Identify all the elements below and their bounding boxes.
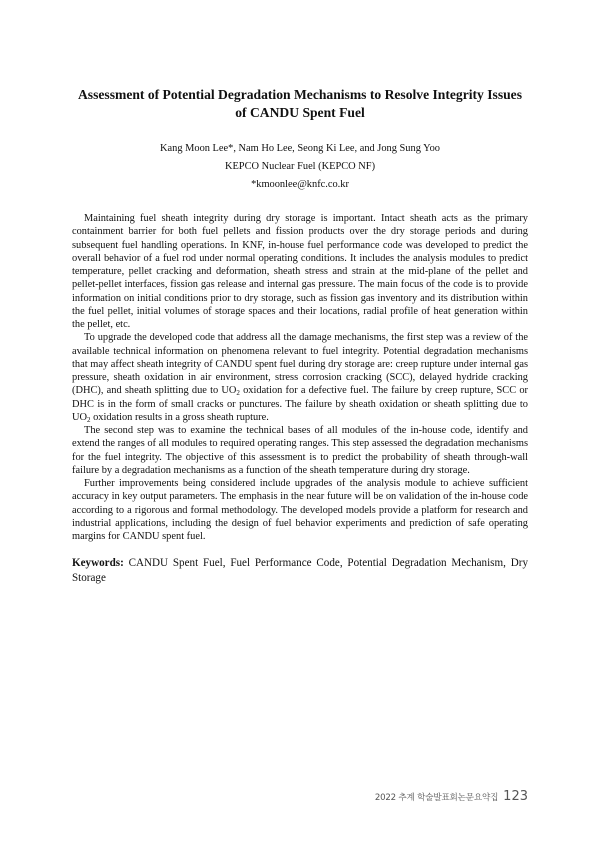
keywords-section: [72, 556, 528, 585]
subscript-2: 2: [236, 389, 240, 398]
keywords-text: CANDU Spent Fuel, Fuel Performance Code, Potential Degradation Mechanism, Dry Storage: [72, 557, 528, 584]
paper-title: [60, 86, 540, 122]
contact-email: *kmoonlee@knfc.co.kr: [251, 179, 349, 190]
paragraph-2-part-c: oxidation results in a gross sheath rupture.: [90, 411, 269, 423]
subscript-2: 2: [87, 415, 91, 424]
paragraph-4: Further improvements being considered include upgrades of the analysis module to achieve sufficient accuracy in key output parameters. The emphasis in the near future will be on validation of the in-house code according to a rigorous and formal methodology. The developed models provide a platform for research and industrial applications, including the design of fuel behavior experiments and prediction of safe operating margins for CANDU spent fuel.: [72, 478, 528, 542]
page-number: 123: [503, 789, 528, 804]
affiliation: KEPCO Nuclear Fuel (KEPCO NF): [224, 161, 376, 172]
title-line-2: of CANDU Spent Fuel: [235, 105, 365, 120]
author-list: Kang Moon Lee*, Nam Ho Lee, Seong Ki Lee, and Jong Sung Yoo: [160, 143, 440, 154]
paragraph-1: Maintaining fuel sheath integrity during dry storage is important. Intact sheath acts as the primary containment barrier for both fuel pellets and fission products over the dry storage periods and during subsequent fuel handling operations. In KNF, in-house fuel performance code was developed to predict the overall behavior of a fuel rod under normal operating conditions. It includes the analysis modules to predict temperature, pellet cracking and deformation, sheath stress and strain at the mid-plane of the pellet and pellet-pellet interfaces, fission gas release and internal gas pressure. The main focus of the code is to provide information on initial conditions prior to dry storage, such as fission gas inventory and its distribution within the fuel pellet, initial volumes of storage spaces and their locations, radial profile of heat generation within the pellet, etc.: [72, 213, 528, 330]
abstract-body: [72, 212, 528, 543]
keywords-label: Keywords:: [72, 557, 124, 569]
page-footer: [375, 789, 528, 804]
title-line-1: Assessment of Potential Degradation Mechanisms to Resolve Integrity Issues: [77, 87, 523, 102]
paragraph-2-part-a: To upgrade the developed code that address all the damage mechanisms, the first step was a review of the available technical information on phenomena relevant to fuel integrity. Potential degradation mechanisms that may affect sheath integrity of CANDU spent fuel during dry storage are: creep rupture under internal gas pressure, sheath oxidation in air environment, stress corrosion cracking (SCC), delayed hydride cracking (DHC), and sheath splitting due to UO: [72, 332, 528, 397]
conference-name: 2022 추계 학술발표회논문요약집: [374, 793, 499, 803]
paragraph-2-part-b: oxidation for a defective fuel. The failure by creep rupture, SCC or DHC is in the form of small cracks or punctures. The failure by sheath oxidation or sheath splitting due to UO: [72, 385, 528, 423]
paragraph-2: [72, 331, 528, 424]
paragraph-3: The second step was to examine the technical bases of all modules of the in-house code, identify and extend the ranges of all modules to required operating ranges. This step assessed the degradation mechanisms for the fuel integrity. The objective of this assessment is to predict the probability of sheath through-wall failure by a degradation mechanisms as a function of the sheath temperature during dry storage.: [72, 425, 528, 476]
